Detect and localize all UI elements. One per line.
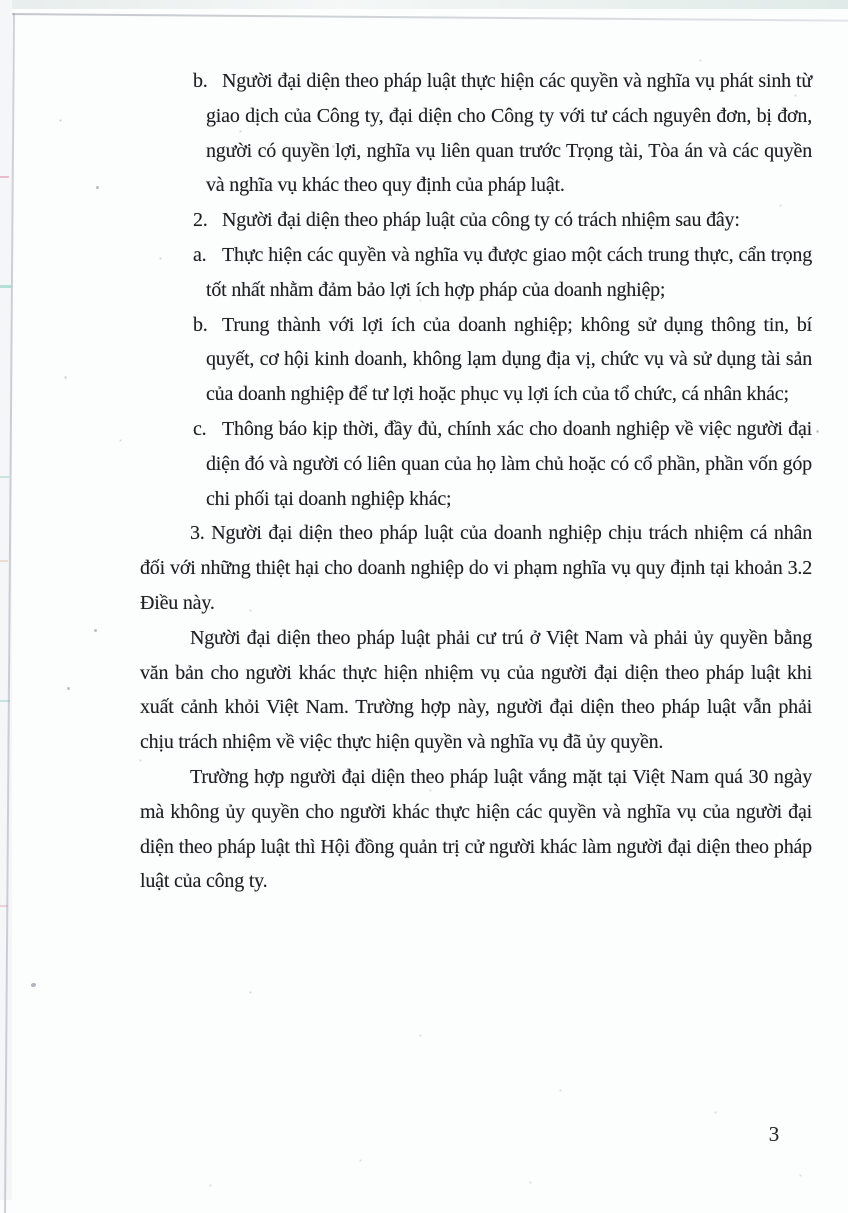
clause-text: Thông báo kịp thời, đầy đủ, chính xác cho doanh nghiệp về việc người đại diện đó và người có liên quan của họ làm chủ hoặc có cổ phần, phần vốn góp chi phối tại doanh nghiệp khác;: [206, 417, 812, 510]
clause-item-b1: [193, 64, 812, 203]
scan-speckle-noise: [0, 0, 1, 1]
clause-marker: 2.: [193, 209, 208, 232]
scan-streak: [0, 905, 8, 907]
clause-item-a: [193, 238, 812, 308]
scan-streak: [0, 285, 11, 288]
clause-marker: a.: [193, 243, 207, 266]
clause-text: Người đại diện theo pháp luật của công ty có trách nhiệm sau đây:: [222, 209, 740, 232]
clause-marker: b.: [193, 313, 208, 336]
clause-item-b2: [193, 308, 812, 412]
paragraph-clause-3: 3. Người đại diện theo pháp luật của doanh nghiệp chịu trách nhiệm cá nhân đối với những thiệt hại cho doanh nghiệp do vi phạm nghĩa vụ quy định tại khoản 3.2 Điều này.: [140, 522, 812, 614]
scan-streak: [0, 560, 8, 562]
page-number: 3: [768, 1122, 780, 1146]
scan-ink-blot: [31, 983, 36, 987]
clause-item-2: [193, 203, 812, 238]
scan-streak: [0, 176, 9, 178]
paragraph-residency: Người đại diện theo pháp luật phải cư trú ở Việt Nam và phải ủy quyền bằng văn bản cho người khác thực hiện nhiệm vụ của người đại diện theo pháp luật khi xuất cảnh khỏi Việt Nam. Trường hợp này, người đại diện theo pháp luật vẫn phải chịu trách nhiệm về việc thực hiện quyền và nghĩa vụ đã ủy quyền.: [140, 626, 812, 754]
clause-text: Thực hiện các quyền và nghĩa vụ được giao một cách trung thực, cẩn trọng tốt nhất nhằm đảm bảo lợi ích hợp pháp của doanh nghiệp;: [206, 243, 812, 301]
paragraph-absence-30-days: Trường hợp người đại diện theo pháp luật vắng mặt tại Việt Nam quá 30 ngày mà không ủy quyền cho người khác thực hiện các quyền và nghĩa vụ của người đại diện theo pháp luật thì Hội đồng quản trị cử người khác làm người đại diện theo pháp luật của công ty.: [140, 765, 812, 893]
scan-top-tint-band: [0, 0, 848, 9]
clause-item-c: [193, 412, 812, 516]
clause-marker: c.: [193, 417, 207, 440]
scan-top-paper-edge: [4, 13, 848, 22]
document-body: [140, 64, 812, 899]
scan-streak: [0, 700, 10, 702]
clause-text: Người đại diện theo pháp luật thực hiện các quyền và nghĩa vụ phát sinh từ giao dịch của Công ty, đại diện cho Công ty với tư cách nguyên đơn, bị đơn, người có quyền lợi, nghĩa vụ liên quan trước Trọng tài, Tòa án và các quyền và nghĩa vụ khác theo quy định của pháp luật.: [206, 70, 812, 197]
clause-marker: b.: [193, 70, 208, 92]
clause-text: Trung thành với lợi ích của doanh nghiệp; không sử dụng thông tin, bí quyết, cơ hội kinh doanh, không lạm dụng địa vị, chức vụ và sử dụng tài sản của doanh nghiệp để tư lợi hoặc phục vụ lợi ích của tổ chức, cá nhân khác;: [206, 313, 812, 406]
scan-streak: [0, 476, 9, 478]
